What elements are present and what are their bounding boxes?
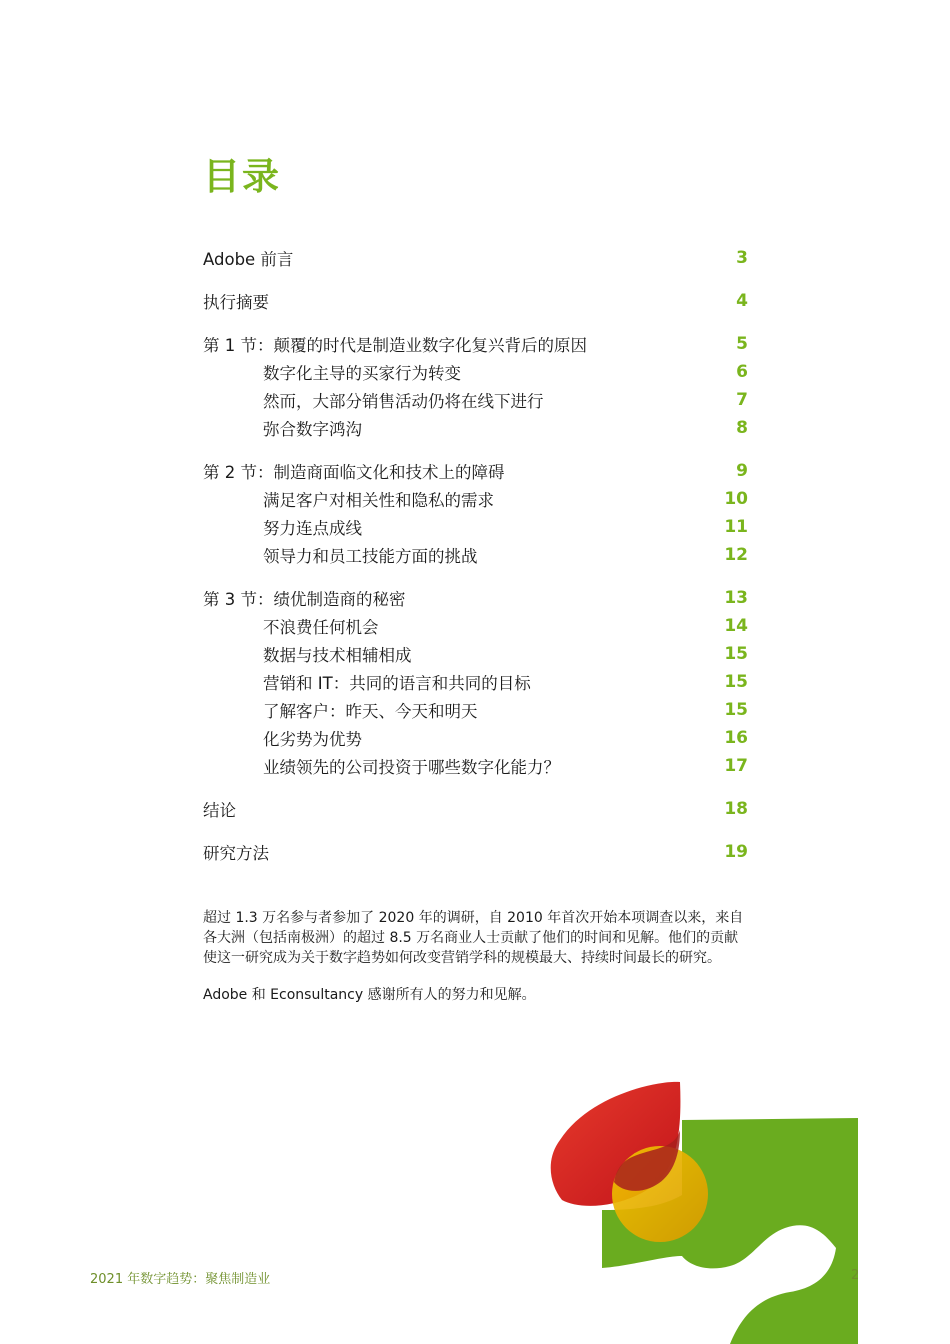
- toc-entry[interactable]: [203, 838, 748, 866]
- toc-subentry-page: 10: [724, 489, 748, 509]
- toc-entry-label: 执行摘要: [203, 293, 269, 312]
- toc-subentry-label: 然而，大部分销售活动仍将在线下进行: [263, 392, 544, 411]
- toc-subentry-page: 15: [724, 672, 748, 692]
- toc-section: [203, 838, 748, 866]
- intro-paragraph: Adobe 和 Econsultancy 感谢所有人的努力和见解。: [203, 987, 536, 1003]
- toc-section: [203, 795, 748, 823]
- toc-subentry-page: 12: [724, 545, 748, 565]
- toc-entry-page: 9: [736, 461, 748, 481]
- toc-entry-label: 第 2 节：制造商面临文化和技术上的障碍: [203, 463, 505, 482]
- footer-page-number: 2: [851, 1268, 860, 1283]
- intro-text: [203, 908, 748, 1022]
- toc-entry-page: 13: [724, 588, 748, 608]
- toc-subentry-page: 17: [724, 756, 748, 776]
- toc-subentry-label: 努力连点成线: [263, 519, 362, 538]
- toc-entry[interactable]: [203, 457, 748, 485]
- toc-subentry[interactable]: [203, 640, 748, 668]
- toc-subentry-label: 满足客户对相关性和隐私的需求: [263, 491, 494, 510]
- toc-entry[interactable]: [203, 584, 748, 612]
- toc-subentry-page: 11: [724, 517, 748, 537]
- toc-subentry-page: 14: [724, 616, 748, 636]
- toc-subentry[interactable]: [203, 414, 748, 442]
- toc-subentry[interactable]: [203, 358, 748, 386]
- toc-subentry[interactable]: [203, 513, 748, 541]
- toc-entry-page: 18: [724, 799, 748, 819]
- page-title: 目录: [203, 155, 281, 198]
- toc-entry[interactable]: [203, 795, 748, 823]
- toc-subentry-label: 不浪费任何机会: [263, 618, 379, 637]
- toc-subentry[interactable]: [203, 485, 748, 513]
- toc-subentry-label: 弥合数字鸿沟: [263, 420, 362, 439]
- toc-subentry-page: 7: [736, 390, 748, 410]
- toc-subentry[interactable]: [203, 696, 748, 724]
- toc-subentry[interactable]: [203, 752, 748, 780]
- toc-subentry[interactable]: [203, 668, 748, 696]
- intro-paragraph: 超过 1.3 万名参与者参加了 2020 年的调研，自 2010 年首次开始本项调查以来，来自各大洲（包括南极洲）的超过 8.5 万名商业人士贡献了他们的时间和见解。他们的贡献使这一研究成为关于数字趋势如何改变营销学科的规模最大、持续时间最长的研究。: [203, 910, 744, 966]
- toc-subentry-label: 数据与技术相辅相成: [263, 646, 412, 665]
- toc-subentry-label: 数字化主导的买家行为转变: [263, 364, 461, 383]
- toc-entry-label: 第 1 节：颠覆的时代是制造业数字化复兴背后的原因: [203, 336, 587, 355]
- toc-section: [203, 244, 748, 272]
- toc-section: [203, 287, 748, 315]
- table-of-contents: [203, 244, 748, 881]
- toc-entry-label: 研究方法: [203, 844, 269, 863]
- toc-subentry-page: 6: [736, 362, 748, 382]
- toc-entry-label: Adobe 前言: [203, 250, 294, 269]
- toc-entry-page: 3: [736, 248, 748, 268]
- toc-entry[interactable]: [203, 330, 748, 358]
- toc-subentry[interactable]: [203, 724, 748, 752]
- toc-entry[interactable]: [203, 244, 748, 272]
- toc-entry-page: 5: [736, 334, 748, 354]
- toc-subentry-label: 营销和 IT：共同的语言和共同的目标: [263, 674, 531, 693]
- toc-section: [203, 457, 748, 569]
- toc-entry[interactable]: [203, 287, 748, 315]
- toc-subentry-page: 16: [724, 728, 748, 748]
- toc-entry-label: 第 3 节：绩优制造商的秘密: [203, 590, 406, 609]
- toc-section: [203, 330, 748, 442]
- toc-subentry-label: 领导力和员工技能方面的挑战: [263, 547, 478, 566]
- decorative-graphic: [540, 1070, 870, 1344]
- toc-section: [203, 584, 748, 780]
- toc-subentry-label: 了解客户：昨天、今天和明天: [263, 702, 478, 721]
- toc-subentry-label: 化劣势为优势: [263, 730, 362, 749]
- toc-subentry[interactable]: [203, 612, 748, 640]
- toc-entry-page: 4: [736, 291, 748, 311]
- toc-subentry-page: 8: [736, 418, 748, 438]
- footer-title: 2021 年数字趋势：聚焦制造业: [90, 1272, 271, 1287]
- toc-subentry[interactable]: [203, 541, 748, 569]
- toc-subentry-label: 业绩领先的公司投资于哪些数字化能力？: [263, 758, 560, 777]
- toc-subentry-page: 15: [724, 700, 748, 720]
- toc-subentry[interactable]: [203, 386, 748, 414]
- toc-entry-page: 19: [724, 842, 748, 862]
- toc-entry-label: 结论: [203, 801, 236, 820]
- toc-subentry-page: 15: [724, 644, 748, 664]
